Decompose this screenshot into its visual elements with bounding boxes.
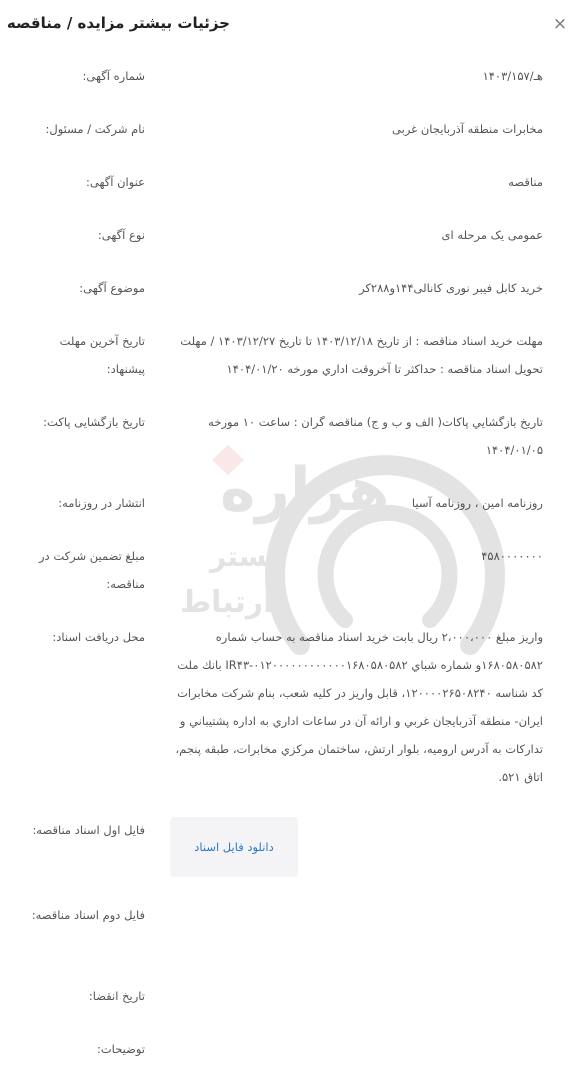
field-label-first-file: فایل اول اسناد مناقصه:	[32, 823, 145, 837]
field-value-newspaper: روزنامه امین ، روزنامه آسیا	[411, 496, 543, 510]
field-label-second-file: فایل دوم اسناد مناقصه:	[31, 908, 145, 922]
field-label-ad-title: عنوان آگهی:	[86, 175, 145, 189]
field-value-guarantee: ۴۵۸۰۰۰۰۰۰۰	[481, 549, 543, 563]
download-files-button[interactable]: دانلود فایل اسناد	[170, 817, 298, 877]
field-label-opening-date: تاریخ بازگشایی پاکت:	[43, 415, 145, 429]
field-label-ad-number: شماره آگهی:	[82, 69, 145, 83]
watermark-sub-text: گستر	[210, 540, 284, 573]
field-value-ad-type: عمومی یک مرحله ای	[441, 228, 543, 242]
field-label-expiry: تاریخ انقضا:	[88, 989, 145, 1003]
field-value-ad-title: مناقصه	[508, 175, 543, 189]
close-icon[interactable]: ×	[552, 14, 568, 34]
field-value-ad-subject: خرید کابل فیبر نوری کانالی۱۴۴و۲۸۸کر	[359, 281, 543, 295]
field-label-deadline: تاریخ آخرین مهلت پیشنهاد:	[59, 334, 145, 376]
field-label-ad-type: نوع آگهی:	[97, 228, 145, 242]
field-value-deadline: مهلت خرید اسناد مناقصه : از تاریخ ۱۴۰۳/۱۲/۱۸ تا تاریخ ۱۴۰۳/۱۲/۲۷ / مهلت تحویل اسناد مناقصه : حداکثر تا آخروقت اداري مورخه ۱۴۰۴/۰۱/۲۰	[180, 334, 543, 376]
field-value-company: مخابرات منطقه آذربایجان غربی	[392, 122, 543, 136]
field-value-doc-location: واريز مبلغ ۲،۰۰۰،۰۰۰ ريال بابت خريد اسناد مناقصه به حساب شماره ۱۶۸۰۵۸۰۵۸۲و شماره شباي IR۴۳-۰۱۲۰۰۰۰۰۰۰۰۰۰۰۰۱۶۸۰۵۸۰۵۸۲ بانك ملت کد شناسه ۱۲۰۰۰۰۲۶۵۰۸۲۴۰، قابل واريز در کليه شعب، بنام شرکت مخابرات ايران- منطقه آذربايجان غربي و ارائه آن در ساعات اداري به اداره پشتيباني و تدارکات به آدرس اروميه، بلوار ارتش، ساختمان مرکزي مخابرات، طبقه پنجم، اتاق ۵۲۱.	[175, 630, 543, 784]
modal-title: جزئیات بیشتر مزایده / مناقصه	[6, 14, 230, 32]
field-label-doc-location: محل دریافت اسناد:	[52, 630, 145, 644]
field-value-ad-number: هـ/۱۴۰۳/۱۵۷	[482, 69, 543, 83]
field-label-ad-subject: موضوع آگهی:	[79, 281, 145, 295]
field-value-opening-date: تاریخ بازگشايي پاکات( الف و ب و ج) مناقصه گران : ساعت ۱۰ مورخه ۱۴۰۴/۰۱/۰۵	[208, 415, 543, 457]
field-label-newspaper: انتشار در روزنامه:	[58, 496, 145, 510]
watermark-main-text: هزاره	[220, 455, 390, 525]
field-label-company: نام شرکت / مسئول:	[45, 122, 145, 136]
field-label-guarantee: مبلغ تضمین شرکت در مناقصه:	[39, 549, 145, 591]
field-label-description: توضیحات:	[96, 1042, 145, 1056]
modal-header	[0, 0, 585, 52]
watermark-sub-text-2: ارتباط	[180, 585, 274, 620]
